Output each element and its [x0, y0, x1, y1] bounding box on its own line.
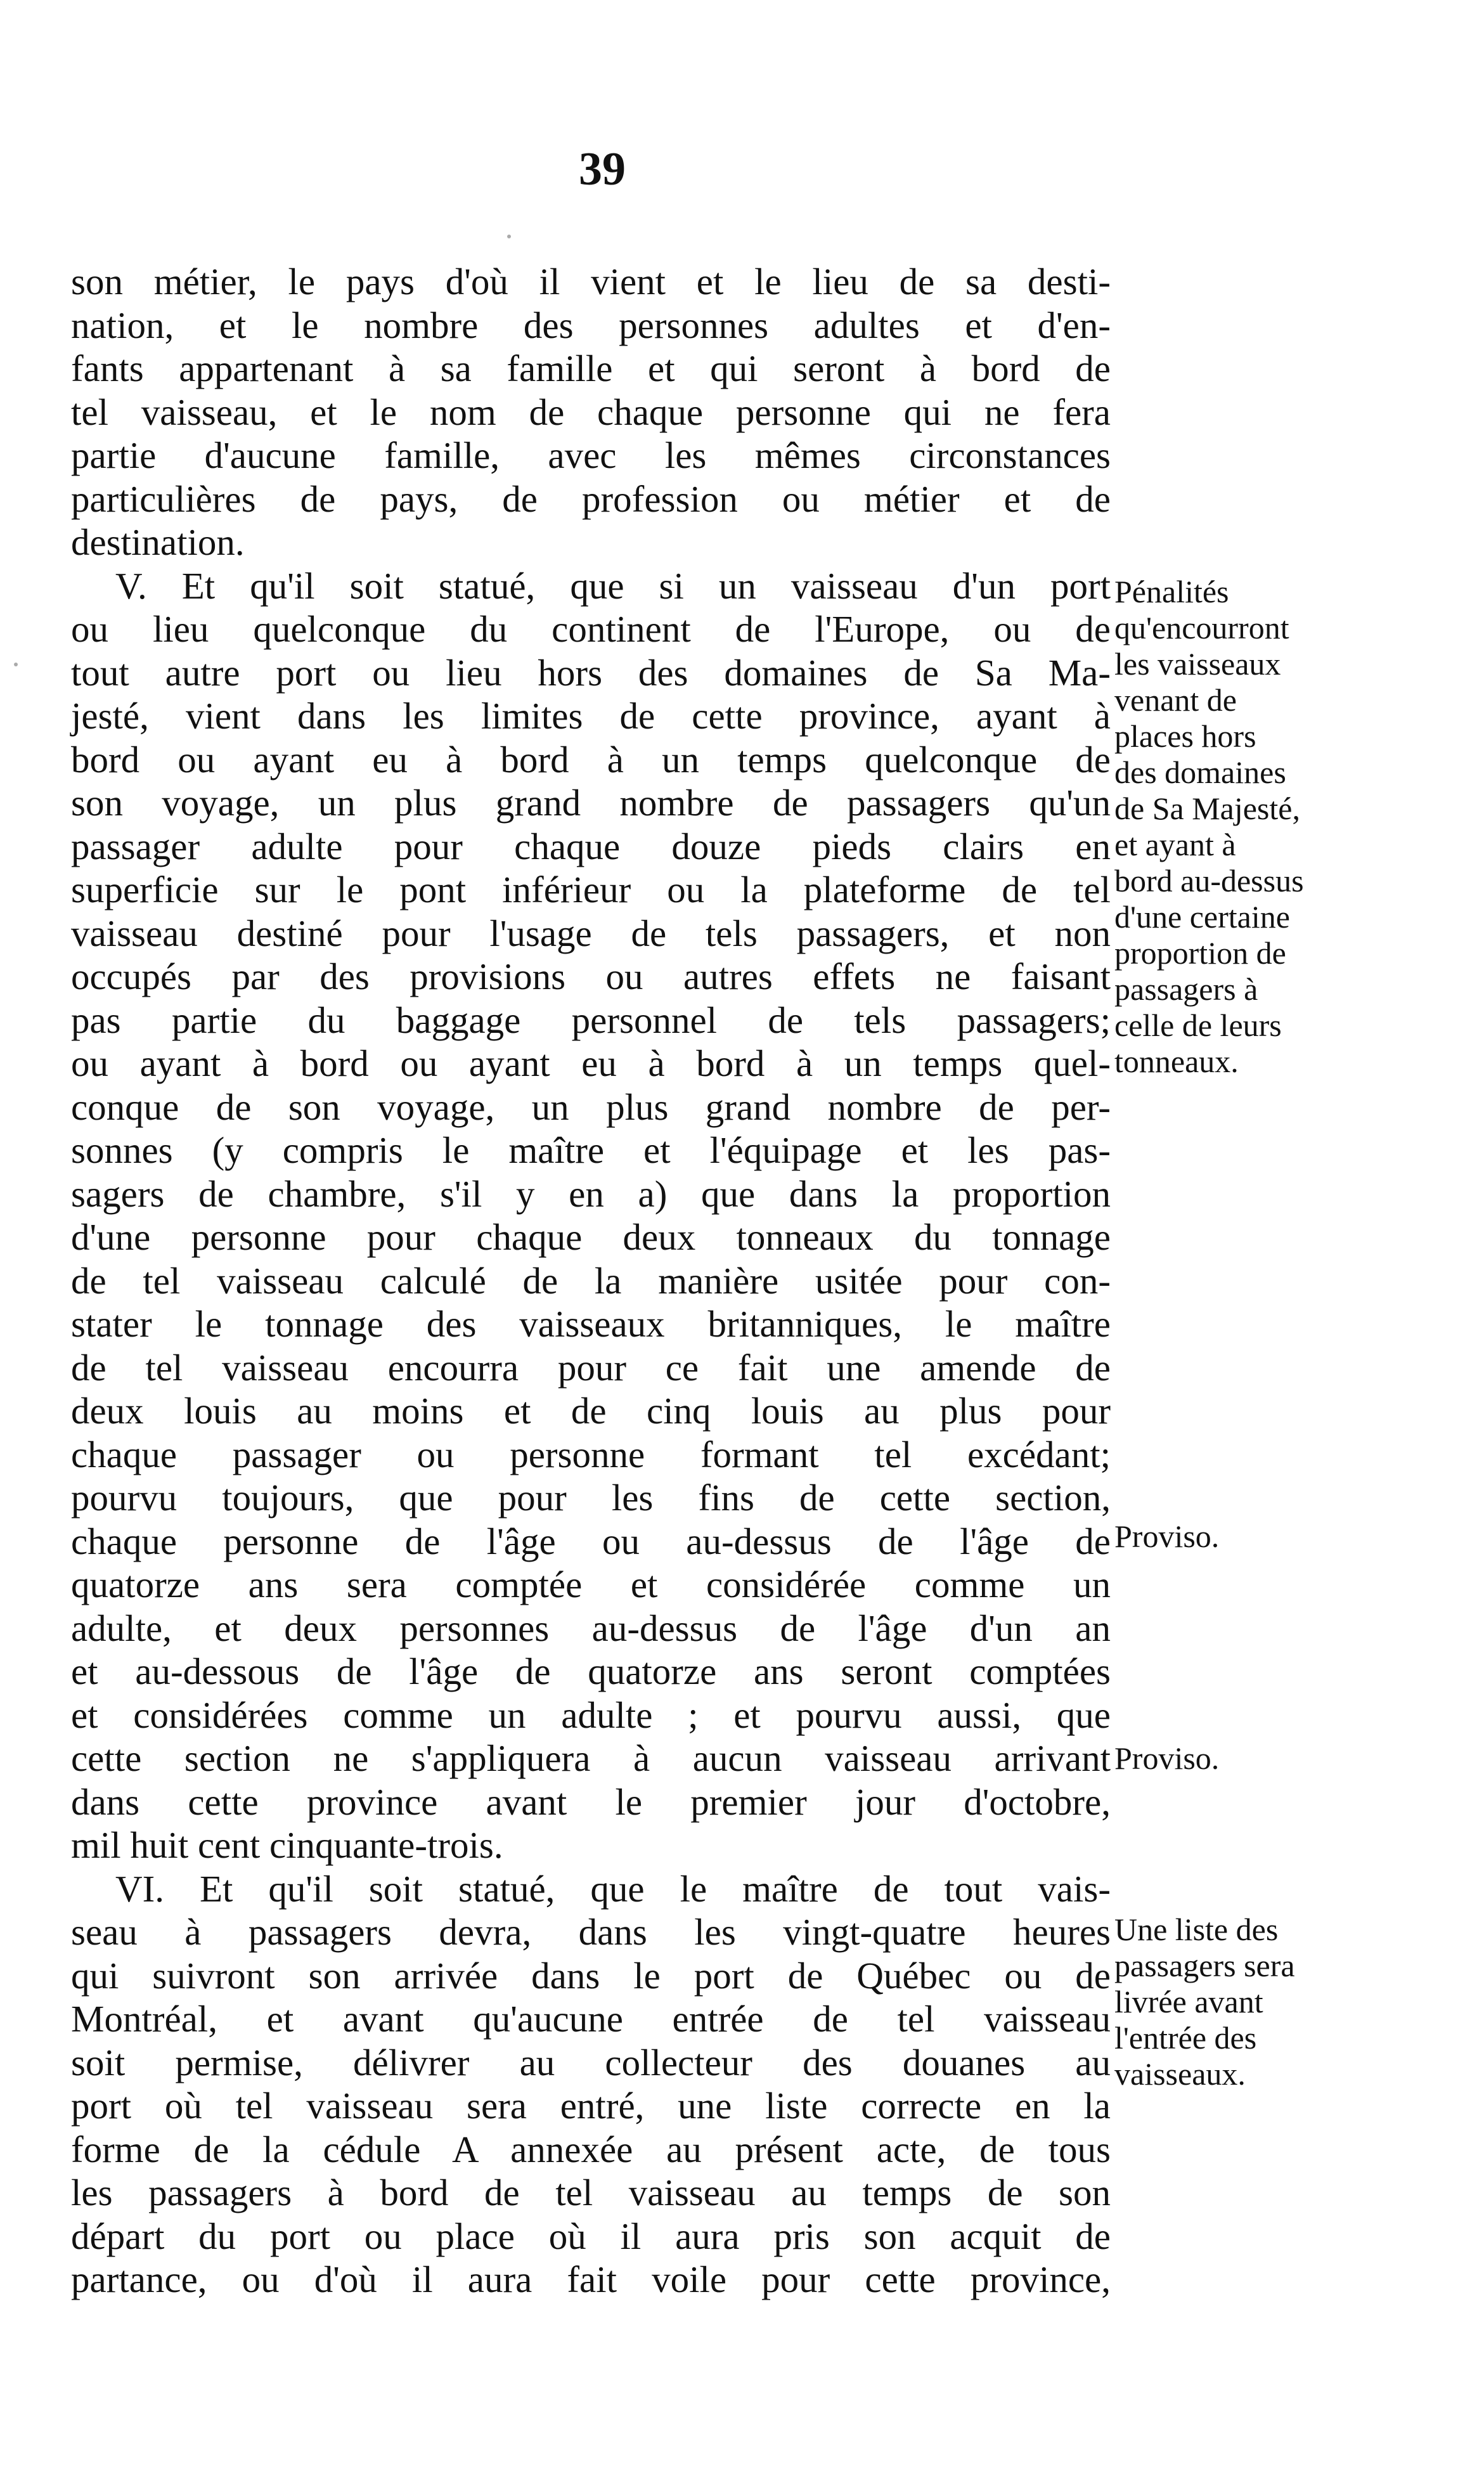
text-line: partie d'aucune famille, avec les mêmes circonstances [71, 434, 1111, 476]
text-line: forme de la cédule A annexée au présent acte, de tous [71, 2128, 1111, 2170]
text-line: dans cette province avant le premier jour d'octobre, [71, 1780, 1111, 1823]
text-line: pourvu toujours, que pour les fins de cette section, [71, 1477, 1111, 1519]
text-line: deux louis au moins et de cinq louis au plus pour [71, 1390, 1111, 1432]
text-line: qui suivront son arrivée dans le port de Québec ou de [71, 1954, 1111, 1997]
margin-note-line: livrée avant [1114, 1984, 1263, 2019]
margin-note-line: vaisseaux. [1114, 2056, 1246, 2092]
margin-note-line: de Sa Majesté, [1114, 791, 1300, 826]
text-line: passager adulte pour chaque douze pieds clairs en [71, 825, 1111, 867]
text-line: son métier, le pays d'où il vient et le lieu de sa desti- [71, 261, 1111, 302]
text-line: seau à passagers devra, dans les vingt-quatre heures [71, 1911, 1111, 1953]
text-line: superficie sur le pont inférieur ou la plateforme de tel [71, 869, 1111, 910]
text-line: chaque personne de l'âge ou au-dessus de l'âge de [71, 1520, 1111, 1562]
text-line: sonnes (y compris le maître et l'équipage et les pas- [71, 1129, 1111, 1171]
text-line: adulte, et deux personnes au-dessus de l'âge d'un an [71, 1607, 1111, 1649]
margin-note-line: d'une certaine [1114, 899, 1290, 935]
text-line: fants appartenant à sa famille et qui seront à bord de [71, 347, 1111, 389]
margin-note-proviso-1 [1114, 1519, 1393, 1555]
text-line: vaisseau destiné pour l'usage de tels passagers, et non [71, 912, 1111, 954]
text-line: bord ou ayant eu à bord à un temps quelconque de [71, 738, 1111, 780]
margin-note-line: des domaines [1114, 755, 1286, 790]
text-line: d'une personne pour chaque deux tonneaux du tonnage [71, 1216, 1111, 1258]
margin-note-line: Une liste des [1114, 1912, 1279, 1947]
text-line: ou lieu quelconque du continent de l'Europe, ou de [71, 608, 1111, 650]
text-line: partance, ou d'où il aura fait voile pour cette province, [71, 2258, 1111, 2300]
margin-note-line: les vaisseaux [1114, 646, 1281, 682]
text-line: particulières de pays, de profession ou métier et de [71, 477, 1111, 520]
body-text [71, 260, 1111, 2302]
margin-note-line: passagers à [1114, 971, 1258, 1007]
page-number: 39 [579, 143, 626, 195]
text-line: tel vaisseau, et le nom de chaque personne qui ne fera [71, 391, 1111, 433]
text-line: mil huit cent cinquante-trois. [71, 1824, 503, 1866]
text-line: son voyage, un plus grand nombre de passagers qu'un [71, 782, 1111, 824]
margin-note-line: qu'encourront [1114, 610, 1289, 645]
margin-note-line: places hors [1114, 718, 1256, 754]
text-line: chaque passager ou personne formant tel excédant; [71, 1433, 1111, 1475]
text-line: cette section ne s'appliquera à aucun vaisseau arrivant [71, 1737, 1111, 1779]
text-line: Montréal, et avant qu'aucune entrée de tel vaisseau [71, 1998, 1111, 2040]
text-line: départ du port ou place où il aura pris son acquit de [71, 2215, 1111, 2257]
text-line: et au-dessous de l'âge de quatorze ans seront comptées [71, 1650, 1111, 1692]
margin-note-line: venant de [1114, 682, 1237, 718]
text-line: stater le tonnage des vaisseaux britanniques, le maître [71, 1303, 1111, 1345]
margin-note-proviso-2 [1114, 1740, 1393, 1777]
text-line: quatorze ans sera comptée et considérée comme un [71, 1564, 1111, 1605]
margin-note-line: l'entrée des [1114, 2020, 1257, 2056]
margin-note-penalites [1114, 574, 1393, 1080]
text-line: ou ayant à bord ou ayant eu à bord à un temps quel- [71, 1042, 1111, 1084]
margin-note-liste-passagers [1114, 1912, 1393, 2092]
text-line: port où tel vaisseau sera entré, une liste correcte en la [71, 2085, 1111, 2127]
margin-note-line: passagers sera [1114, 1948, 1295, 1983]
margin-note-line: bord au-dessus [1114, 863, 1304, 898]
margin-note-line: celle de leurs [1114, 1007, 1282, 1043]
margin-note-line: Proviso. [1114, 1740, 1220, 1776]
text-line: jesté, vient dans les limites de cette province, ayant à [71, 695, 1111, 737]
text-line: tout autre port ou lieu hors des domaines de Sa Ma- [71, 651, 1111, 694]
section-v-start: V. Et qu'il soit statué, que si un vaisseau d'un port [115, 564, 1111, 607]
text-line: conque de son voyage, un plus grand nombre de per- [71, 1085, 1111, 1128]
text-line: occupés par des provisions ou autres effets ne faisant [71, 955, 1111, 997]
text-line: destination. [71, 521, 245, 563]
ink-speck [14, 663, 18, 666]
text-line: pas partie du baggage personnel de tels passagers; [71, 999, 1111, 1041]
margin-note-line: et ayant à [1114, 827, 1236, 862]
text-line: de tel vaisseau encourra pour ce fait une amende de [71, 1346, 1111, 1389]
text-line: et considérées comme un adulte ; et pourvu aussi, que [71, 1694, 1111, 1736]
margin-note-line: Proviso. [1114, 1519, 1220, 1554]
margin-note-line: tonneaux. [1114, 1044, 1239, 1079]
text-line: nation, et le nombre des personnes adultes et d'en- [71, 304, 1111, 346]
margin-note-line: Pénalités [1114, 574, 1229, 609]
text-line: les passagers à bord de tel vaisseau au temps de son [71, 2172, 1111, 2213]
ink-speck [507, 235, 511, 238]
margin-note-line: proportion de [1114, 935, 1286, 971]
text-line: de tel vaisseau calculé de la manière usitée pour con- [71, 1259, 1111, 1302]
text-line: sagers de chambre, s'il y en a) que dans la proportion [71, 1172, 1111, 1215]
text-line: soit permise, délivrer au collecteur des douanes au [71, 2041, 1111, 2083]
section-vi-start: VI. Et qu'il soit statué, que le maître de tout vais- [115, 1867, 1111, 1910]
